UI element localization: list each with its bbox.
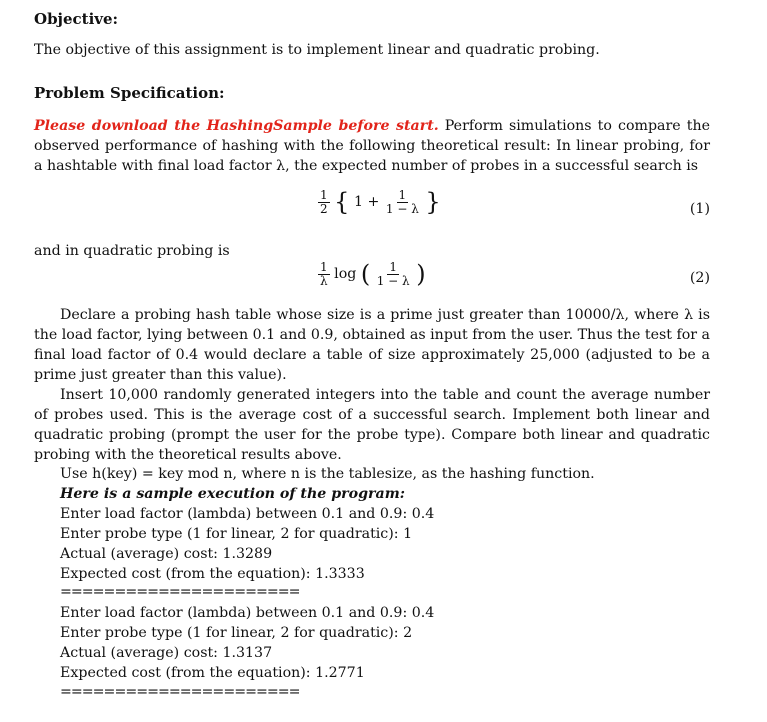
- objective-text: The objective of this assignment is to implement linear and quadratic probing.: [34, 42, 600, 58]
- problem-intro: [34, 116, 710, 176]
- equation-1-number: (1): [689, 201, 710, 217]
- sample-line: Enter load factor (lambda) between 0.1 and 0.9: 0.4: [60, 506, 435, 522]
- sample-line: Expected cost (from the equation): 1.2771: [60, 665, 365, 681]
- equation-1: $\frac{1}{2}$ { 1 + $\frac{1}{1 - \lambda}$ }: [320, 187, 441, 216]
- eq2-fraction: $\frac{1}{1 - \lambda}$: [376, 259, 410, 288]
- eq1-half: $\frac{1}{2}$: [320, 187, 328, 216]
- sample-line: Actual (average) cost: 1.3289: [60, 546, 273, 562]
- sample-line: Enter probe type (1 for linear, 2 for quadratic): 2: [60, 625, 413, 641]
- hash-function-line: Use h(key) = key mod n, where n is the tablesize, as the hashing function.: [60, 466, 595, 482]
- sample-separator: ======================: [60, 584, 300, 600]
- sample-title: Here is a sample execution of the program:: [60, 486, 405, 502]
- download-notice: Please download the HashingSample before start.: [34, 118, 439, 134]
- quadratic-lead: and in quadratic probing is: [34, 243, 230, 259]
- sample-line: Enter load factor (lambda) between 0.1 and 0.9: 0.4: [60, 605, 435, 621]
- eq2-coefficient: $\frac{1}{\lambda}$: [320, 259, 328, 288]
- sample-line: Expected cost (from the equation): 1.3333: [60, 566, 365, 582]
- insert-paragraph: Insert 10,000 randomly generated integers into the table and count the average number of probes used. This is the average cost of a successful search. Implement both linear and quadratic probing (prompt the user for the probe type). Compare both linear and quadratic probing with the theoretical results above.: [34, 387, 710, 463]
- equation-2-number: (2): [689, 270, 710, 286]
- sample-line: Actual (average) cost: 1.3137: [60, 645, 273, 661]
- problem-intro-text: Perform simulations to compare the observed performance of hashing with the following theoretical result: In linear probing, for a hashtable with final load factor λ, the expected number of probes in a successful search is: [34, 118, 710, 174]
- equation-2: $\frac{1}{\lambda}$ log ( $\frac{1}{1 - \lambda}$ ): [320, 259, 426, 288]
- objective-heading: Objective:: [34, 10, 119, 28]
- declare-paragraph: Declare a probing hash table whose size is a prime just greater than 10000/λ, where λ is the load factor, lying between 0.1 and 0.9, obtained as input from the user. Thus the test for a final load factor of 0.4 would declare a table of size approximately 25,000 (adjusted to be a prime just greater than this value).: [34, 307, 710, 383]
- sample-separator: ======================: [60, 684, 300, 700]
- sample-line: Enter probe type (1 for linear, 2 for quadratic): 1: [60, 526, 413, 542]
- problem-heading: Problem Specification:: [34, 84, 225, 102]
- eq1-fraction: $\frac{1}{1 - \lambda}$: [385, 187, 419, 216]
